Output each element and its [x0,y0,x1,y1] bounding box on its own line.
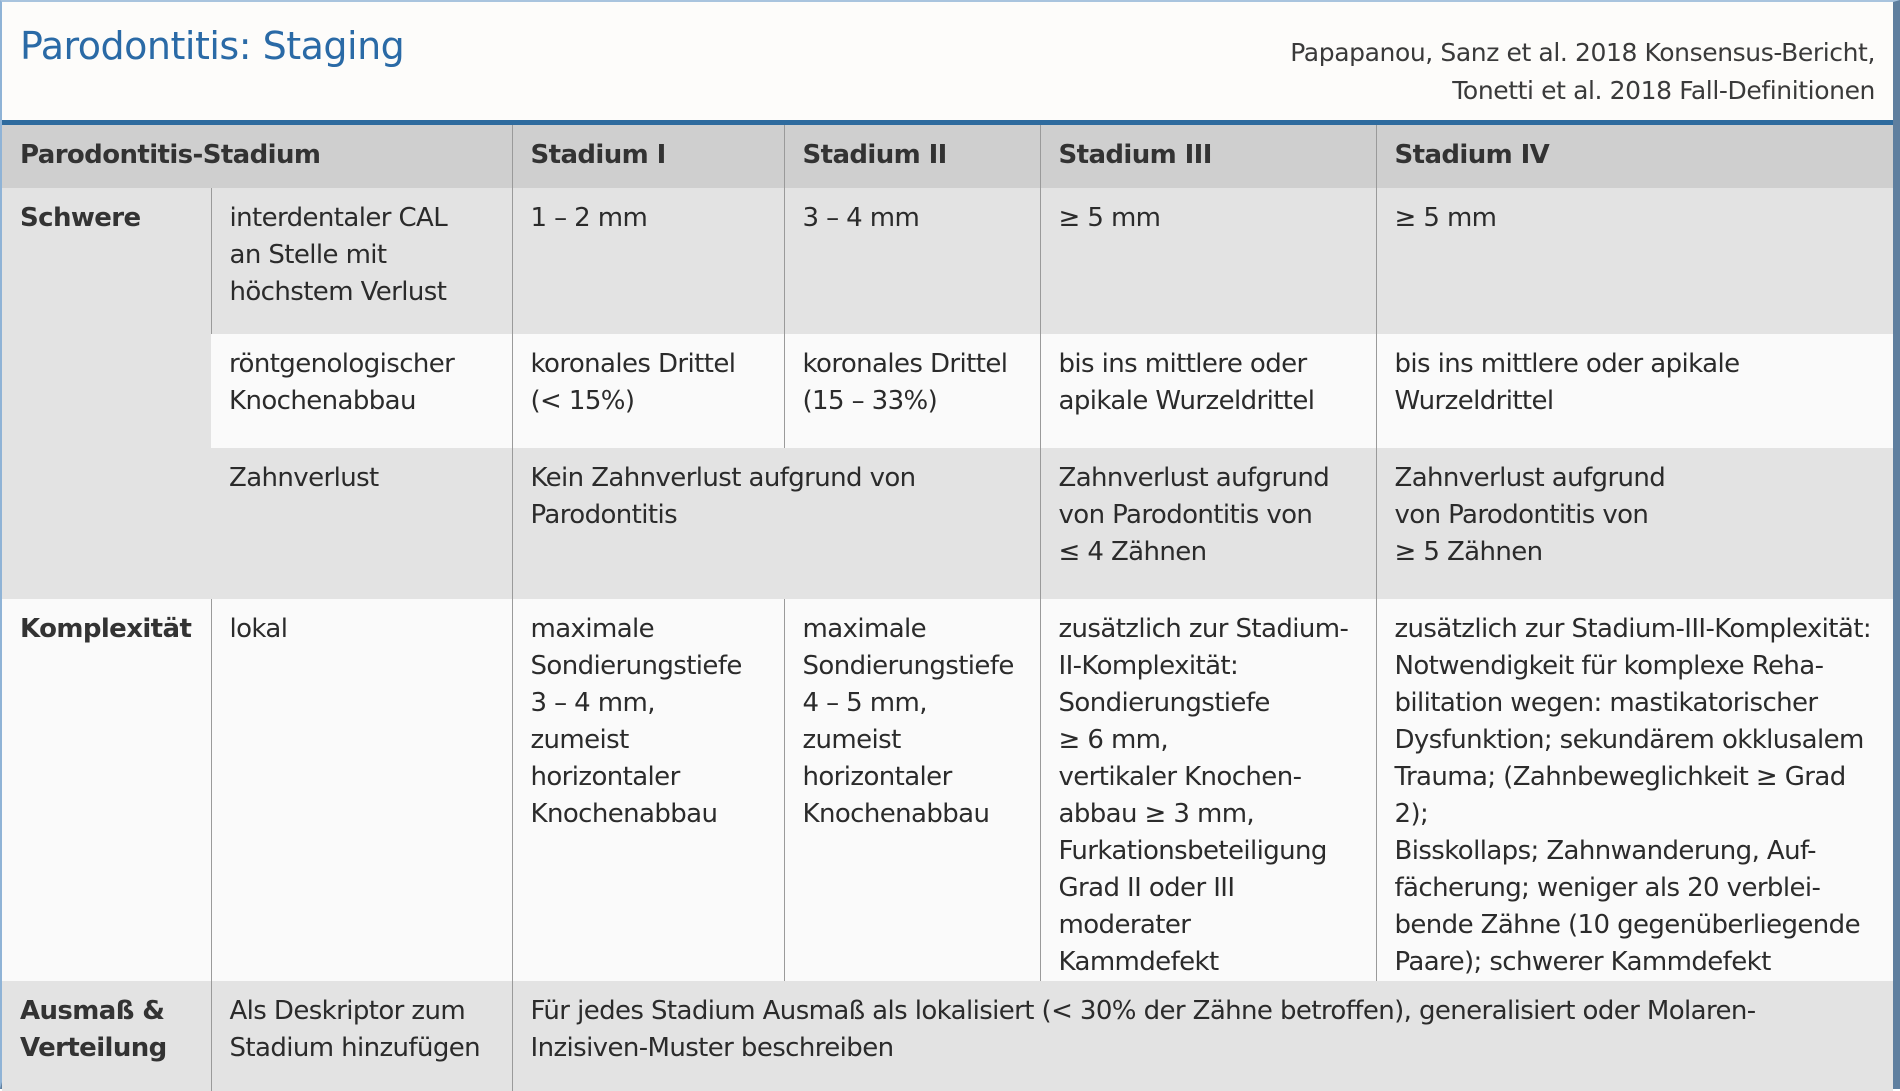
cell-tooth-loss-s1-s2: Kein Zahnverlust aufgrund von Parodontitis [512,448,1040,599]
row-label-deskriptor: Als Deskriptor zum Stadium hinzufügen [211,981,512,1091]
table-header-row [2,125,1893,188]
source-line-2: Tonetti et al. 2018 Fall-Definitionen [1452,76,1875,105]
column-header-stadium-4: Stadium IV [1376,125,1893,188]
table-row-bone [2,334,1893,448]
row-label-bone: röntgenologischer Knochenabbau [229,349,455,416]
cell-komplex-s4: zusätzlich zur Stadium-III-Komplexität: Notwendigkeit für komplexe Reha- bilitation wegen: mastikatorischer Dysfunktion; sekundärem okklusalem Trauma; (Zahnbeweglichkeit ≥ Grad 2); Bisskollaps; Zahnwanderung, Auf- fächerung; weniger als 20 verblei- bende Zähne (10 gegenüberliegende Paare); schwerer Kammdefekt [1376,599,1893,981]
cell-cal-s4: ≥ 5 mm [1376,188,1893,334]
column-header-stadium-1: Stadium I [512,125,784,188]
category-schwere: Schwere [2,188,211,599]
page-title: Parodontitis: Staging [20,24,405,68]
cell-tooth-loss-s3: Zahnverlust aufgrund von Parodontitis von ≤ 4 Zähnen [1040,448,1376,599]
cell-ausmass-all: Für jedes Stadium Ausmaß als lokalisiert (< 30% der Zähne betroffen), generalisiert oder Molaren- Inzisiven-Muster beschreiben [512,981,1893,1091]
source-citation [1290,34,1875,110]
column-header-stadium: Parodontitis-Stadium [2,125,512,188]
category-komplexitaet: Komplexität [2,599,211,981]
row-label-tooth-loss: Zahnverlust [229,463,379,493]
column-header-stadium-3: Stadium III [1040,125,1376,188]
cell-bone-s2: koronales Drittel (15 – 33%) [784,334,1040,448]
cell-cal-s1: 1 – 2 mm [512,188,784,334]
table-row-ausmass [2,981,1893,1091]
cell-komplex-s2: maximale Sondierungstiefe 4 – 5 mm, zumeist horizontaler Knochenabbau [784,599,1040,981]
title-bar [2,2,1893,120]
column-header-stadium-2: Stadium II [784,125,1040,188]
table-row-tooth-loss [2,448,1893,599]
cell-bone-s1: koronales Drittel (< 15%) [512,334,784,448]
cell-bone-s4: bis ins mittlere oder apikale Wurzeldrittel [1376,334,1893,448]
cell-cal-s3: ≥ 5 mm [1040,188,1376,334]
row-label-cal: interdentaler CAL an Stelle mit höchstem Verlust [211,188,512,334]
cell-cal-s2: 3 – 4 mm [784,188,1040,334]
category-ausmass: Ausmaß & Verteilung [2,981,211,1091]
cell-bone-s3: bis ins mittlere oder apikale Wurzeldrittel [1040,334,1376,448]
cell-komplex-s3: zusätzlich zur Stadium- II-Komplexität: Sondierungstiefe ≥ 6 mm, vertikaler Knochen- abbau ≥ 3 mm, Furkationsbeteiligung Grad II oder III moderater Kammdefekt [1040,599,1376,981]
cell-komplex-s1: maximale Sondierungstiefe 3 – 4 mm, zumeist horizontaler Knochenabbau [512,599,784,981]
staging-table [2,125,1893,1091]
table-row-cal [2,188,1893,334]
source-line-1: Papapanou, Sanz et al. 2018 Konsensus-Bericht, [1290,38,1875,67]
row-label-lokal: lokal [211,599,512,981]
cell-tooth-loss-s4: Zahnverlust aufgrund von Parodontitis von ≥ 5 Zähnen [1376,448,1893,599]
table-row-komplexitaet [2,599,1893,981]
